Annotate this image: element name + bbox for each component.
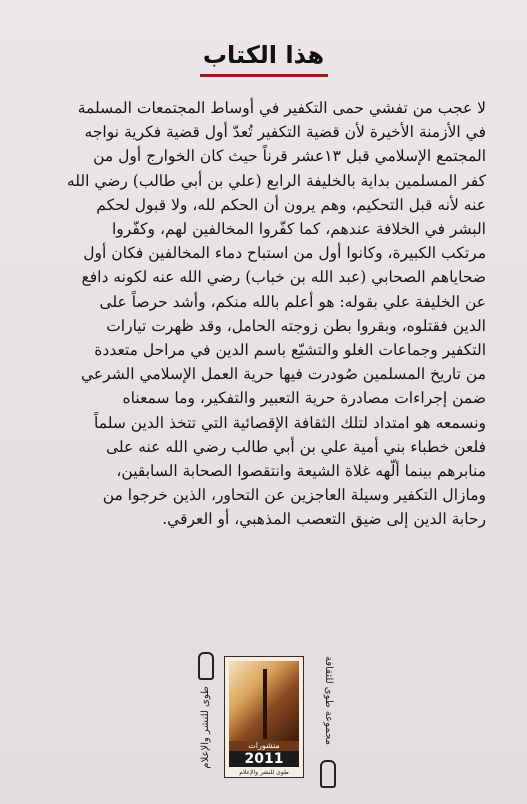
badge-year: 2011 bbox=[229, 751, 299, 767]
blurb-line: مرتكب الكبيرة، وكانوا أول من استباح دماء المخالفين فكان أول bbox=[83, 244, 486, 263]
blurb-line: عنه لأنه قبل التحكيم، وهم يرون أن الحكم لله، ولا قبول لحكم bbox=[96, 195, 486, 214]
blurb-line: البشر في الخلافة عندهم، كما كفّروا المخالفين لهم، وكفّروا bbox=[111, 220, 486, 239]
blurb-paragraph bbox=[46, 96, 486, 532]
publisher-vertical-text-right: مجموعة طوى للثقافة bbox=[323, 656, 334, 746]
badge-photo bbox=[229, 661, 299, 741]
heading-container bbox=[0, 40, 527, 70]
badge-footer: طوى للنشر والإعلام bbox=[239, 769, 289, 776]
blurb-line: التكفير وجماعات الغلو والتشيّع باسم الدين في مراحل متعددة bbox=[94, 341, 486, 360]
blurb-line: من تاريخ المسلمين صُودرت فيها حرية العمل الإسلامي الشرعي bbox=[81, 365, 486, 384]
publications-badge bbox=[224, 656, 304, 778]
page-title: هذا الكتاب bbox=[202, 41, 325, 69]
tuwa-logo-icon bbox=[320, 760, 336, 788]
blurb-line: المجتمع الإسلامي قبل ١٣عشر قرناً حيث كان الخوارج أول من bbox=[93, 147, 486, 166]
blurb-line: كفر المسلمين بداية بالخليفة الرابع (علي بن أبي طالب) رضي الله bbox=[66, 171, 486, 190]
blurb-line: ومازال التكفير وسيلة العاجزين عن التحاور، الذين خرجوا من bbox=[102, 486, 486, 505]
blurb-line: عن الخليفة علي بقوله: هو أعلم بالله منكم، وأشد حرصاً على bbox=[99, 292, 486, 311]
title-underline bbox=[200, 74, 328, 77]
blurb-line: الدين فقتلوه، وبقروا بطن زوجته الحامل، وقد ظهرت تيارات bbox=[106, 316, 486, 335]
badge-photo-pole bbox=[263, 669, 267, 739]
publisher-logo-block bbox=[196, 652, 336, 792]
tuwa-logo-icon bbox=[198, 652, 214, 680]
blurb-line: لا عجب من تفشي حمى التكفير في أوساط المجتمعات المسلمة bbox=[77, 99, 486, 117]
blurb-line: ضمن إجراءات مصادرة حرية التعبير والتفكير، وما سمعناه bbox=[122, 389, 486, 408]
badge-label: منشورات bbox=[229, 741, 299, 751]
blurb-line: فلعن خطباء بني أمية علي بن أبي طالب رضي الله عنه على bbox=[105, 437, 486, 456]
blurb-line: في الأزمنة الأخيرة لأن قضية التكفير تُعدّ أول قضية فكرية نواجه bbox=[84, 123, 486, 142]
blurb-line: رحابة الدين إلى ضيق التعصب المذهبي، أو العرقي. bbox=[162, 510, 486, 529]
blurb-line: ضحاياهم الصحابي (عبد الله بن خباب) رضي الله عنه لكونه دافع bbox=[81, 268, 486, 287]
blurb-line: ونسمعه هو امتداد لتلك الثقافة الإقصائية التي تتخذ الدين سلماً bbox=[94, 413, 486, 432]
blurb-line: منابرهم بينما ألّهه غلاة الشيعة وانتقصوا الصحابة السابقين، bbox=[116, 462, 486, 481]
publisher-vertical-text-left: طوى للنشر والإعلام bbox=[200, 686, 211, 769]
